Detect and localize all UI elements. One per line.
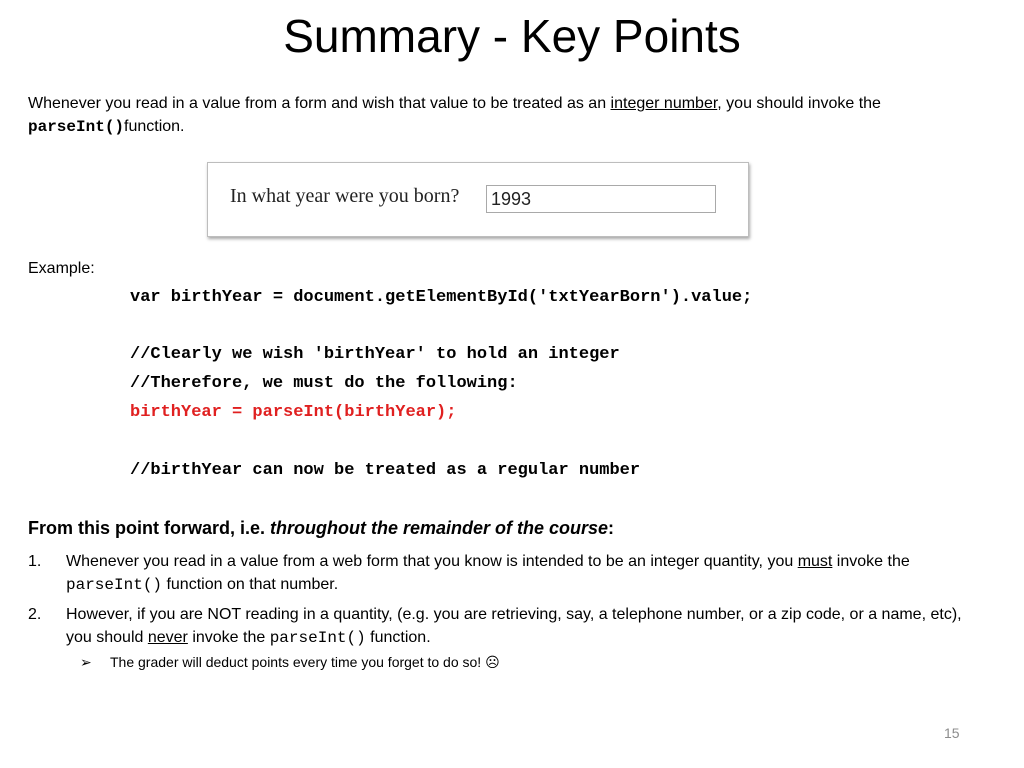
intro-text: Whenever you read in a value from a form and wish that value to be treated as an bbox=[28, 95, 611, 112]
item1-c: function on that number. bbox=[162, 576, 339, 593]
item2-u: never bbox=[147, 629, 188, 646]
item1-code: parseInt() bbox=[66, 576, 163, 594]
figure-question: In what year were you born? bbox=[230, 185, 460, 207]
intro-underlined: integer number bbox=[610, 95, 718, 112]
forward-emph: throughout the remainder of the course bbox=[270, 518, 609, 538]
forward-heading bbox=[28, 518, 614, 539]
intro-code: parseInt() bbox=[28, 118, 125, 136]
form-figure bbox=[207, 162, 749, 237]
item1-u: must bbox=[797, 553, 833, 570]
intro-text-2: , you should invoke the bbox=[717, 95, 881, 112]
code-line-parse bbox=[130, 403, 456, 422]
item1-b: invoke the bbox=[832, 553, 910, 570]
list-number: 2. bbox=[28, 606, 42, 623]
item2-code: parseInt() bbox=[269, 629, 366, 647]
example-label: Example: bbox=[28, 260, 95, 277]
list-number: 1. bbox=[28, 553, 42, 570]
code-parse-call: parseInt(birthYear); bbox=[252, 403, 457, 422]
forward-lead: From this point forward, i.e. bbox=[28, 518, 271, 538]
year-input[interactable]: 1993 bbox=[486, 185, 716, 213]
sub-bullet bbox=[80, 654, 500, 671]
code-comment-3: //birthYear can now be treated as a regular number bbox=[130, 461, 641, 480]
item2-a: However, if you are NOT reading in a quantity, (e.g. you are retrieving, say, a telephone number, or a zip code, or a name, etc), you should bbox=[66, 606, 962, 646]
forward-tail: : bbox=[608, 518, 615, 538]
sub-bullet-text: The grader will deduct points every time you forget to do so! ☹ bbox=[110, 654, 500, 670]
page-title: Summary - Key Points bbox=[283, 10, 741, 62]
item2-b: invoke the bbox=[187, 629, 270, 646]
item1-a: Whenever you read in a value from a web form that you know is intended to be an integer quantity, you bbox=[66, 553, 798, 570]
item2-c: function. bbox=[365, 629, 431, 646]
code-assign: birthYear = bbox=[130, 403, 253, 422]
page-number: 15 bbox=[944, 725, 960, 741]
list-text bbox=[66, 603, 986, 650]
intro-paragraph bbox=[28, 92, 998, 139]
arrow-bullet-icon: ➢ bbox=[80, 654, 92, 670]
code-comment-1: //Clearly we wish 'birthYear' to hold an integer bbox=[130, 345, 620, 364]
code-comment-2: //Therefore, we must do the following: bbox=[130, 374, 518, 393]
intro-text-3: function. bbox=[124, 118, 185, 135]
code-line-1: var birthYear = document.getElementById('txtYearBorn').value; bbox=[130, 288, 753, 307]
list-text bbox=[66, 550, 986, 597]
